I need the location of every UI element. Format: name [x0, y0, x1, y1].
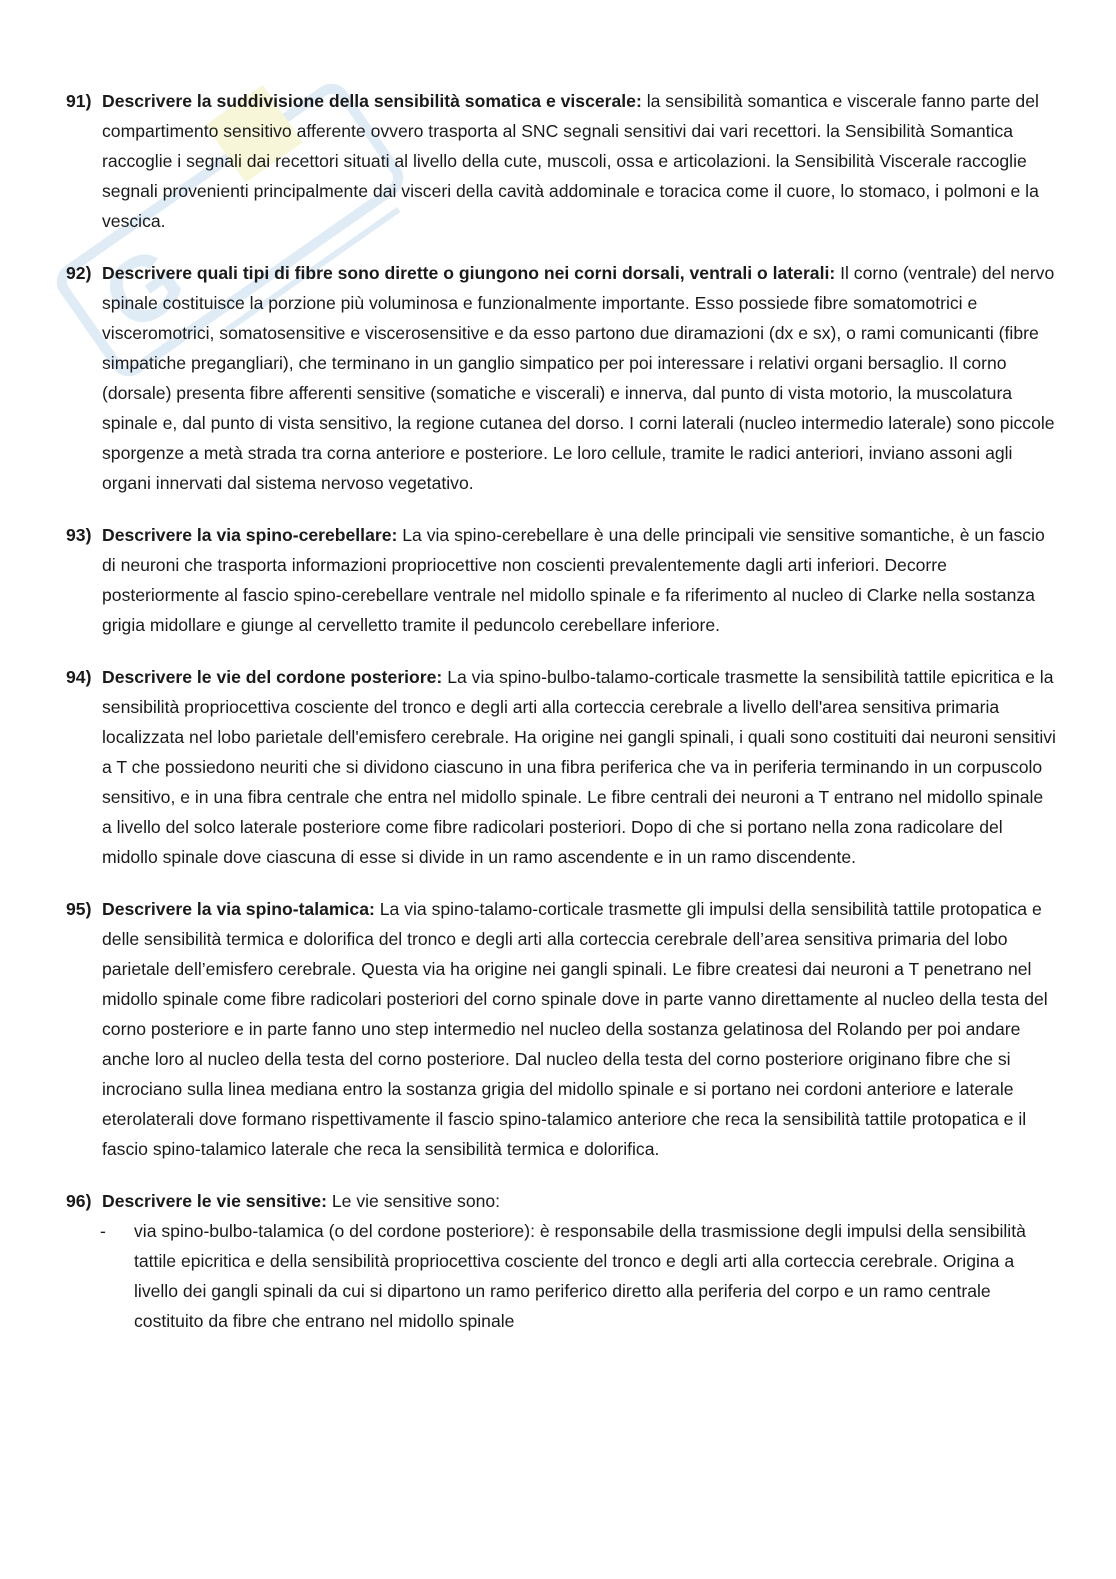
- question-title: Descrivere la suddivisione della sensibilità somatica e viscerale:: [102, 91, 642, 111]
- question-title: Descrivere le vie del cordone posteriore:: [102, 667, 443, 687]
- question-number: 92): [66, 263, 92, 283]
- question-number: 91): [66, 91, 92, 111]
- question-number: 95): [66, 899, 92, 919]
- question-94: [66, 662, 1056, 872]
- question-number: 94): [66, 667, 92, 687]
- question-96: [66, 1186, 1056, 1216]
- question-93: [66, 520, 1056, 640]
- question-body: La via spino-talamo-corticale trasmette gli impulsi della sensibilità tattile protopatica e delle sensibilità termica e dolorifica del tronco e degli arti alla corteccia cerebrale dell’area sensitiva primaria del lobo parietale dell’emisfero cerebrale. Questa via ha origine nei gangli spinali. Le fibre createsi dai neuroni a T penetrano nel midollo spinale come fibre radicolari posteriori del corno spinale dove in parte vanno direttamente al nucleo della testa del corno posteriore e in parte fanno uno step intermedio nel nucleo della sostanza gelatinosa del Rolando per poi andare anche loro al nucleo della testa del corno posteriore. Dal nucleo della testa del corno posteriore originano fibre che si incrociano sulla linea mediana entro la sostanza grigia del midollo spinale e si portano nei cordoni anteriore e laterale eterolaterali dove formano rispettivamente il fascio spino-talamico anteriore che reca la sensibilità tattile protopatica e il fascio spino-talamico laterale che reca la sensibilità termica e dolorifica.: [102, 899, 1048, 1159]
- question-title: Descrivere la via spino-talamica:: [102, 899, 375, 919]
- list-item-text: via spino-bulbo-talamica (o del cordone posteriore): è responsabile della trasmissione degli impulsi della sensibilità tattile epicritica e della sensibilità propriocettiva cosciente del tronco e degli arti alla corteccia cerebrale. Origina a livello dei gangli spinali da cui si dipartono un ramo periferico diretto alla periferia del corpo e un ramo centrale costituito da fibre che entrano nel midollo spinale: [134, 1221, 1026, 1331]
- question-91: [66, 86, 1056, 236]
- list-dash: -: [100, 1221, 106, 1241]
- question-title: Descrivere la via spino-cerebellare:: [102, 525, 398, 545]
- document-content: [66, 86, 1056, 1336]
- question-body: Il corno (ventrale) del nervo spinale costituisce la porzione più voluminosa e funzionalmente importante. Esso possiede fibre somatomotrici e visceromotrici, somatosensitive e viscerosensitive e da esso partono due diramazioni (dx e sx), o rami comunicanti (fibre simpatiche pregangliari), che terminano in un ganglio simpatico per poi interessare i relativi organi bersaglio. Il corno (dorsale) presenta fibre afferenti sensitive (somatiche e viscerali) e innerva, dal punto di vista motorio, la muscolatura spinale e, dal punto di vista sensitivo, la regione cutanea del dorso. I corni laterali (nucleo intermedio laterale) sono piccole sporgenze a metà strada tra corna anteriore e posteriore. Le loro cellule, tramite le radici anteriori, inviano assoni agli organi innervati dal sistema nervoso vegetativo.: [102, 263, 1055, 493]
- question-number: 96): [66, 1191, 92, 1211]
- question-body: La via spino-bulbo-talamo-corticale trasmette la sensibilità tattile epicritica e la sensibilità propriocettiva cosciente del tronco e degli arti alla corteccia cerebrale a livello dell'area sensitiva primaria localizzata nel lobo parietale dell'emisfero cerebrale. Ha origine nei gangli spinali, i quali sono costituiti dai neuroni sensitivi a T che possiedono neuriti che si dividono ciascuno in una fibra periferica che va in periferia terminando in un corpuscolo sensitivo, e in una fibra centrale che entra nel midollo spinale. Le fibre centrali dei neuroni a T entrano nel midollo spinale a livello del solco laterale posteriore come fibre radicolari posteriori. Dopo di che si portano nella zona radicolare del midollo spinale dove ciascuna di esse si divide in un ramo ascendente e in un ramo discendente.: [102, 667, 1056, 867]
- sensory-pathways-list: [66, 1216, 1056, 1336]
- question-number: 93): [66, 525, 92, 545]
- question-title: Descrivere quali tipi di fibre sono dirette o giungono nei corni dorsali, ventrali o laterali:: [102, 263, 836, 283]
- list-item: [100, 1216, 1056, 1336]
- question-95: [66, 894, 1056, 1164]
- question-body: la sensibilità somantica e viscerale fanno parte del compartimento sensitivo afferente ovvero trasporta al SNC segnali sensitivi dai vari recettori. la Sensibilità Somantica raccoglie i segnali dai recettori situati al livello della cute, muscoli, ossa e articolazioni. la Sensibilità Viscerale raccoglie segnali provenienti principalmente dai visceri della cavità addominale e toracica come il cuore, lo stomaco, i polmoni e la vescica.: [102, 91, 1039, 231]
- question-body: La via spino-cerebellare è una delle principali vie sensitive somantiche, è un fascio di neuroni che trasporta informazioni propriocettive non coscienti prevalentemente dagli arti inferiori. Decorre posteriormente al fascio spino-cerebellare ventrale nel midollo spinale e fa riferimento al nucleo di Clarke nella sostanza grigia midollare e giunge al cervelletto tramite il peduncolo cerebellare inferiore.: [102, 525, 1045, 635]
- question-title: Descrivere le vie sensitive:: [102, 1191, 327, 1211]
- svg-text:G: G: [85, 226, 203, 352]
- question-92: [66, 258, 1056, 498]
- question-body: Le vie sensitive sono:: [331, 1191, 501, 1211]
